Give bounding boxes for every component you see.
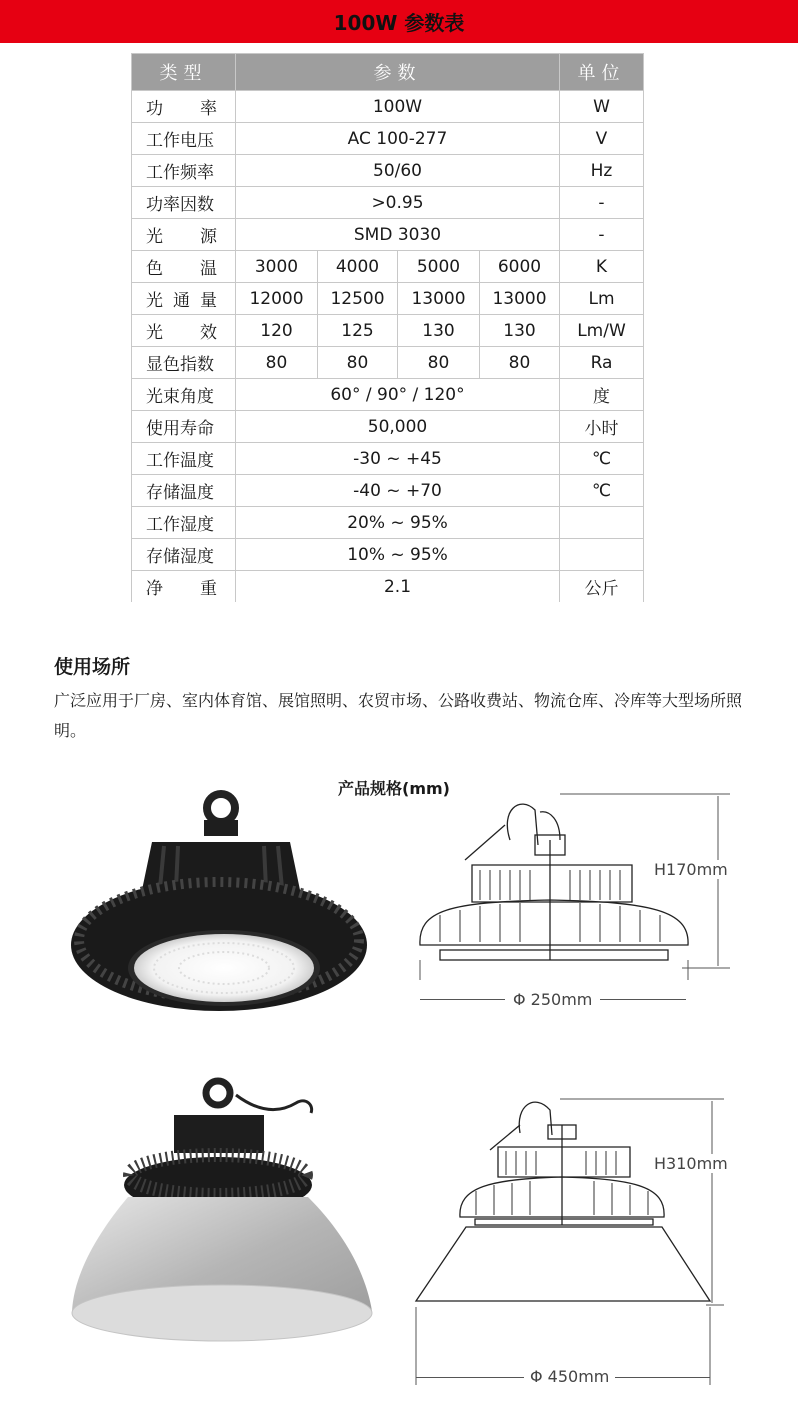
row-unit [560, 507, 644, 539]
row-value: >0.95 [236, 187, 560, 219]
usage-text: 广泛应用于厂房、室内体育馆、展馆照明、农贸市场、公路收费站、物流仓库、冷库等大型场所照明。 [54, 691, 743, 740]
row-unit: K [560, 251, 644, 283]
cell-value: 80 [398, 347, 480, 379]
row-label: 工作频率 [132, 155, 236, 187]
row-value: 2.1 [236, 571, 560, 603]
table-row [132, 507, 644, 539]
cell-value: 6000 [480, 251, 560, 283]
row-label: 光效 [132, 315, 236, 347]
cell-value: 80 [318, 347, 398, 379]
cell-value: 13000 [480, 283, 560, 315]
row-value: SMD 3030 [236, 219, 560, 251]
lamp2-diameter: Φ 450mm [524, 1367, 615, 1386]
cell-value: 125 [318, 315, 398, 347]
ufo-lamp-photo [66, 790, 372, 1022]
cell-value: 130 [398, 315, 480, 347]
row-value: 50/60 [236, 155, 560, 187]
table-row [132, 91, 644, 123]
ufo-lamp-drawing [410, 790, 740, 980]
row-value: 10% ~ 95% [236, 539, 560, 571]
cell-value: 4000 [318, 251, 398, 283]
table-row [132, 187, 644, 219]
row-label: 工作电压 [132, 123, 236, 155]
header-param: 参数 [236, 54, 560, 91]
cell-value: 120 [236, 315, 318, 347]
table-row [132, 315, 644, 347]
row-unit [560, 539, 644, 571]
lamp1-diameter: Φ 250mm [505, 990, 600, 1009]
cell-value: 12500 [318, 283, 398, 315]
row-label: 存储温度 [132, 475, 236, 507]
row-unit: Hz [560, 155, 644, 187]
row-value: -40 ~ +70 [236, 475, 560, 507]
table-row [132, 411, 644, 443]
table-header-row [132, 54, 644, 91]
reflector-lamp-drawing [410, 1095, 730, 1395]
cell-value: 12000 [236, 283, 318, 315]
table-row [132, 475, 644, 507]
table-row [132, 283, 644, 315]
row-label: 功率因数 [132, 187, 236, 219]
row-label: 使用寿命 [132, 411, 236, 443]
table-row [132, 443, 644, 475]
spec-title: 产品规格(mm) [338, 779, 450, 798]
row-unit: - [560, 219, 644, 251]
row-unit: - [560, 187, 644, 219]
row-unit: 小时 [560, 411, 644, 443]
table-row [132, 539, 644, 571]
lamp2-height: H310mm [654, 1154, 728, 1173]
spec-table [131, 53, 644, 602]
page-title: 100W 参数表 [333, 11, 465, 35]
row-unit: 公斤 [560, 571, 644, 603]
cell-value: 130 [480, 315, 560, 347]
title-banner [0, 0, 798, 43]
table-row [132, 379, 644, 411]
table-row [132, 123, 644, 155]
row-unit: Ra [560, 347, 644, 379]
table-row [132, 219, 644, 251]
table-row [132, 251, 644, 283]
cell-value: 3000 [236, 251, 318, 283]
row-unit: ℃ [560, 443, 644, 475]
cell-value: 80 [480, 347, 560, 379]
row-label: 工作湿度 [132, 507, 236, 539]
reflector-lamp-photo [66, 1075, 382, 1345]
row-value: 20% ~ 95% [236, 507, 560, 539]
row-unit: ℃ [560, 475, 644, 507]
row-value: 100W [236, 91, 560, 123]
cell-value: 13000 [398, 283, 480, 315]
row-unit: 度 [560, 379, 644, 411]
row-value: -30 ~ +45 [236, 443, 560, 475]
table-row [132, 155, 644, 187]
row-value: AC 100-277 [236, 123, 560, 155]
header-unit: 单位 [560, 54, 644, 91]
row-label: 色温 [132, 251, 236, 283]
table-row [132, 347, 644, 379]
row-unit: Lm [560, 283, 644, 315]
row-unit: V [560, 123, 644, 155]
usage-heading: 使用场所 [54, 656, 131, 678]
row-label: 功率 [132, 91, 236, 123]
cell-value: 80 [236, 347, 318, 379]
row-label: 光束角度 [132, 379, 236, 411]
row-unit: Lm/W [560, 315, 644, 347]
row-value: 50,000 [236, 411, 560, 443]
row-label: 净重 [132, 571, 236, 603]
row-label: 光源 [132, 219, 236, 251]
row-label: 显色指数 [132, 347, 236, 379]
cell-value: 5000 [398, 251, 480, 283]
lamp1-height: H170mm [654, 860, 728, 879]
row-value: 60° / 90° / 120° [236, 379, 560, 411]
row-label: 存储湿度 [132, 539, 236, 571]
header-type: 类型 [132, 54, 236, 91]
row-label: 工作温度 [132, 443, 236, 475]
row-unit: W [560, 91, 644, 123]
row-label: 光通量 [132, 283, 236, 315]
table-row [132, 571, 644, 603]
